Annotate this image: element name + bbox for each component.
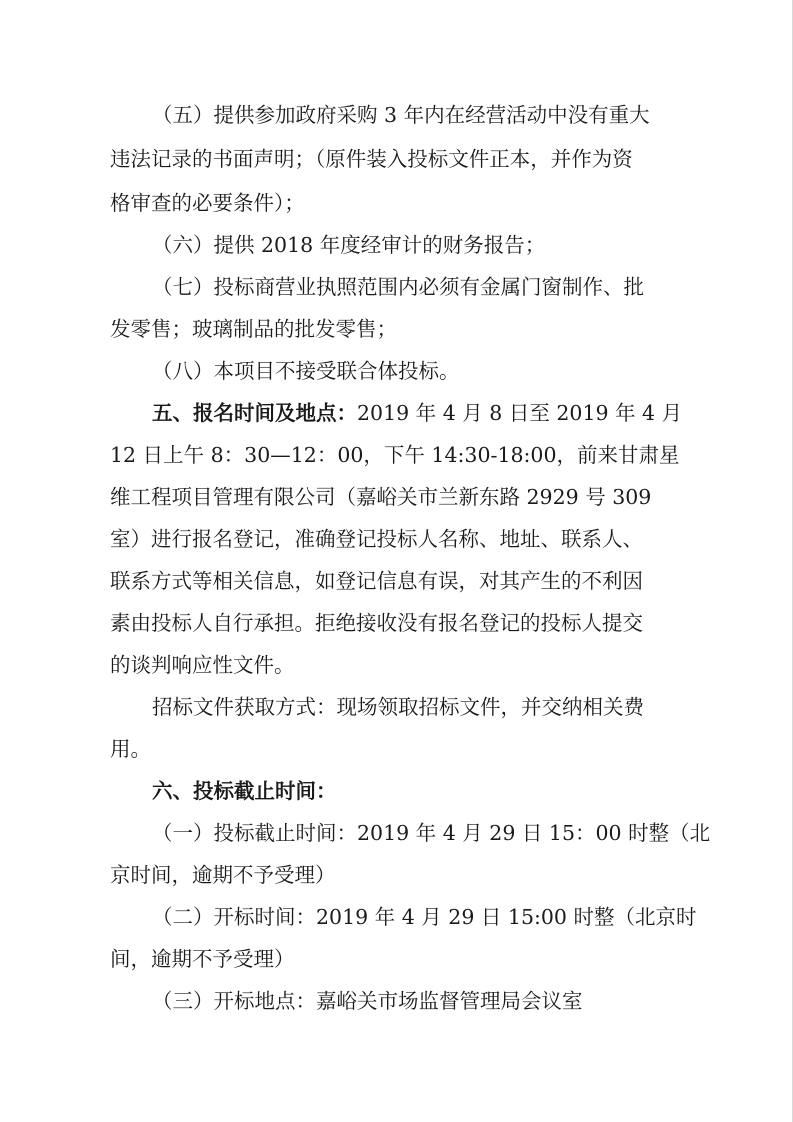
paragraph-line: 格审查的必要条件）； <box>110 191 305 215</box>
paragraph-line: 发零售；玻璃制品的批发零售； <box>110 317 397 341</box>
paragraph-line: 京时间，逾期不予受理） <box>110 863 336 887</box>
paragraph-line: 间，逾期不予受理） <box>110 947 295 971</box>
section-heading: 五、报名时间及地点： <box>152 401 357 425</box>
paragraph-line: （六）提供 2018 年度经审计的财务报告； <box>152 233 546 257</box>
paragraph-line: 维工程项目管理有限公司（嘉峪关市兰新东路 2929 号 309 <box>110 485 652 509</box>
paragraph-line: 素由投标人自行承担。拒绝接收没有报名登记的投标人提交 <box>110 611 643 635</box>
paragraph-line: 违法记录的书面声明；（原件装入投标文件正本，并作为资 <box>110 147 633 171</box>
paragraph-line: 招标文件获取方式：现场领取招标文件，并交纳相关费 <box>152 695 644 719</box>
paragraph-line: （八）本项目不接受联合体投标。 <box>152 359 460 383</box>
paragraph-line: （五）提供参加政府采购 3 年内在经营活动中没有重大 <box>152 103 650 127</box>
paragraph-line: （一）投标截止时间：2019 年 4 月 29 日 15：00 时整（北 <box>152 821 711 845</box>
paragraph-line: （二）开标时间：2019 年 4 月 29 日 15:00 时整（北京时 <box>152 905 697 929</box>
paragraph-line: 的谈判响应性文件。 <box>110 653 295 677</box>
paragraph-line: （三）开标地点：嘉峪关市场监督管理局会议室 <box>152 989 583 1013</box>
paragraph-text: 2019 年 4 月 8 日至 2019 年 4 月 <box>357 401 683 425</box>
paragraph-line: （七）投标商营业执照范围内必须有金属门窗制作、批 <box>152 275 644 299</box>
section-heading: 六、投标截止时间： <box>152 779 337 803</box>
paragraph-line: 室）进行报名登记，准确登记投标人名称、地址、联系人、 <box>110 527 643 551</box>
paragraph-line: 联系方式等相关信息，如登记信息有误，对其产生的不利因 <box>110 569 643 593</box>
paragraph-line: 用。 <box>110 737 151 761</box>
paragraph-line: 12 日上午 8：30—12：00，下午 14:30-18:00，前来甘肃星 <box>110 443 680 467</box>
section-five-line <box>152 399 712 427</box>
